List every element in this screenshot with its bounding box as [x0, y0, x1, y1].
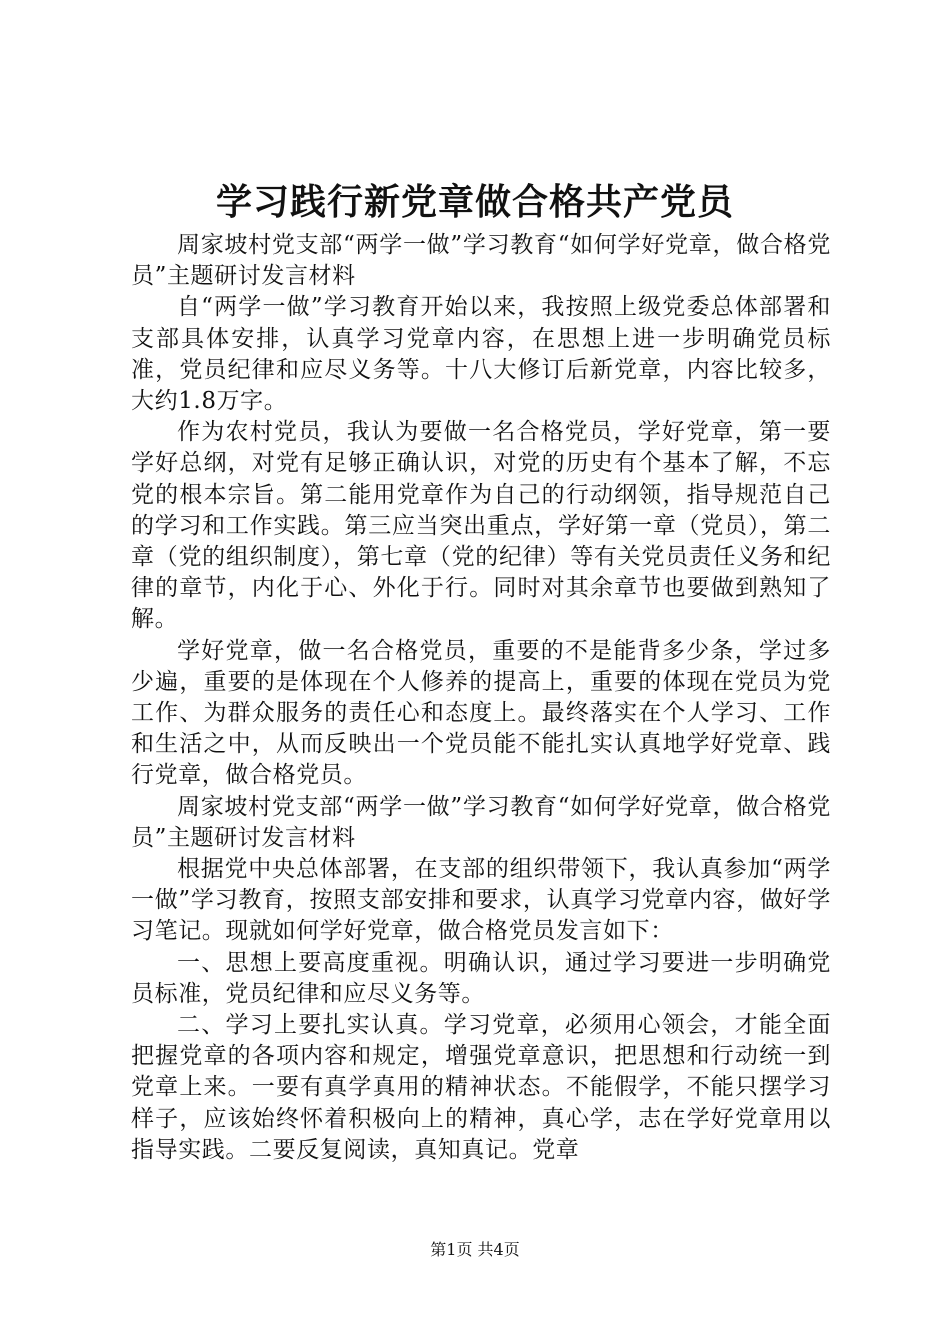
document-body — [131, 230, 831, 1166]
body-paragraph: 作为农村党员，我认为要做一名合格党员，学好党章，第一要学好总纲，对党有足够正确认识，对党的历史有个基本了解，不忘党的根本宗旨。第二能用党章作为自己的行动纲领，指导规范自己的学习和工作实践。第三应当突出重点，学好第一章（党员），第二章（党的组织制度），第七章（党的纪律）等有关党员责任义务和纪律的章节，内化于心、外化于行。同时对其余章节也要做到熟知了解。 — [131, 419, 831, 633]
document-title: 学习践行新党章做合格共产党员 — [215, 181, 734, 223]
body-paragraph: 学好党章，做一名合格党员，重要的不是能背多少条，学过多少遍，重要的是体现在个人修养的提高上，重要的体现在党员为党工作、为群众服务的责任心和态度上。最终落实在个人学习、工作和生活之中，从而反映出一个党员能不能扎实认真地学好党章、践行党章，做合格党员。 — [131, 637, 831, 789]
body-paragraph: 一、思想上要高度重视。明确认识，通过学习要进一步明确党员标准，党员纪律和应尽义务等。 — [131, 949, 831, 1007]
body-paragraph: 周家坡村党支部“两学一做”学习教育“如何学好党章，做合格党员”主题研讨发言材料 — [131, 793, 831, 851]
body-paragraph: 自“两学一做”学习教育开始以来，我按照上级党委总体部署和支部具体安排，认真学习党章内容，在思想上进一步明确党员标准，党员纪律和应尽义务等。十八大修订后新党章，内容比较多，大约1.8万字。 — [131, 294, 831, 415]
body-paragraph: 周家坡村党支部“两学一做”学习教育“如何学好党章，做合格党员”主题研讨发言材料 — [131, 232, 831, 290]
page-number-footer: 第1页 共4页 — [430, 1240, 520, 1259]
body-paragraph: 二、学习上要扎实认真。学习党章，必须用心领会，才能全面把握党章的各项内容和规定，增强党章意识，把思想和行动统一到党章上来。一要有真学真用的精神状态。不能假学，不能只摆学习样子，应该始终怀着积极向上的精神，真心学，志在学好党章用以指导实践。二要反复阅读，真知真记。党章 — [131, 1012, 831, 1163]
body-paragraph: 根据党中央总体部署，在支部的组织带领下，我认真参加“两学一做”学习教育，按照支部安排和要求，认真学习党章内容，做好学习笔记。现就如何学好党章，做合格党员发言如下： — [131, 856, 831, 945]
